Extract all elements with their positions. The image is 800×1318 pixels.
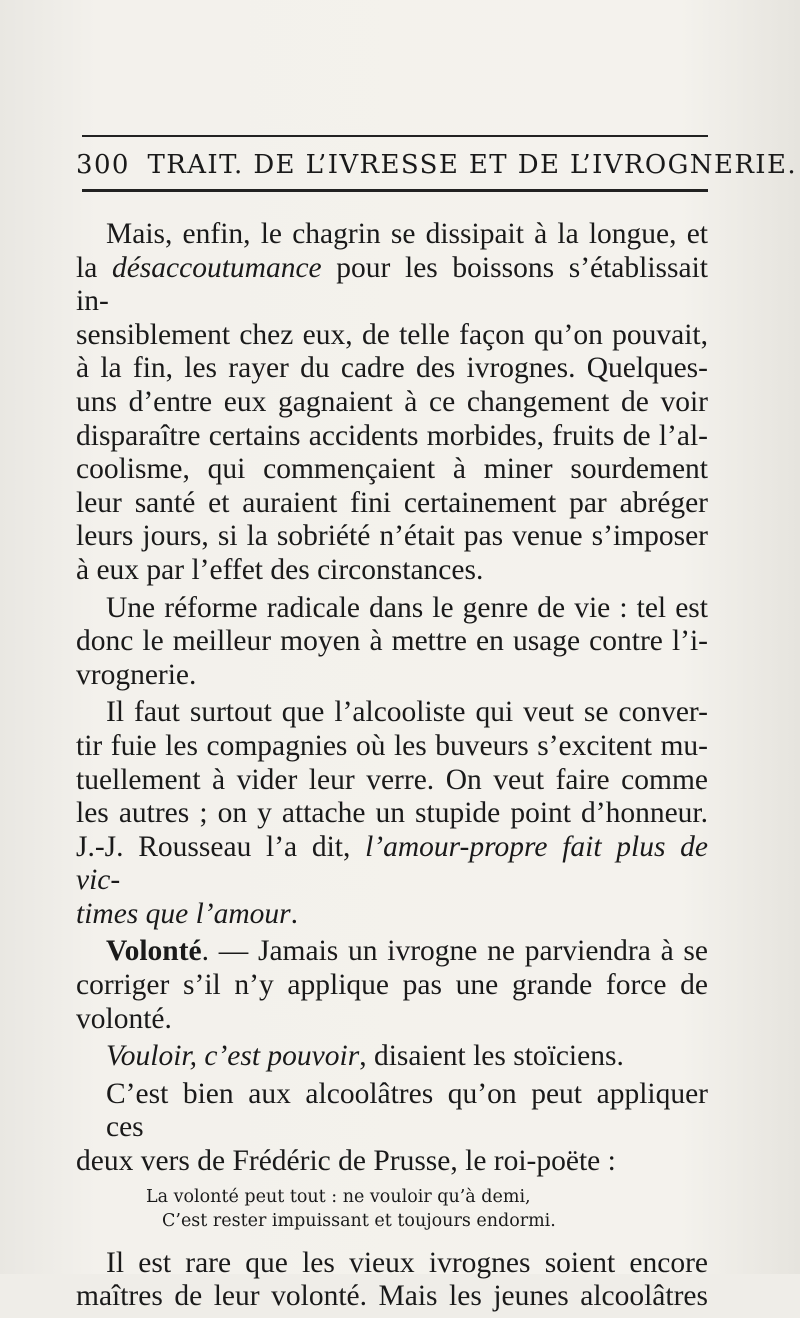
text-line: leurs jours, si la sobriété n’était pas venue s’imposer [76, 520, 708, 553]
text-line: Une réforme radicale dans le genre de vie : tel est [106, 591, 708, 624]
body-text [76, 218, 708, 1318]
text-line: sensiblement chez eux, de telle façon qu’on pouvait, [76, 318, 708, 351]
paragraph-5 [76, 1040, 708, 1074]
text-line: vrognerie. [76, 658, 197, 691]
page-number: 300 [76, 150, 130, 180]
paragraph-3 [76, 696, 708, 931]
header-top-rule [82, 135, 708, 137]
verse-quote [146, 1185, 708, 1233]
verse-line: La volonté peut tout : ne vouloir qu’à demi, [146, 1186, 531, 1207]
paragraph-2 [76, 592, 708, 693]
running-header [76, 150, 798, 180]
text-line: la désaccoutumance pour les boissons s’établissait in- [76, 251, 708, 318]
text-line: maîtres de leur volonté. Mais les jeunes alcoolâtres [76, 1280, 708, 1313]
verse-line: C’est rester impuissant et toujours endormi. [162, 1210, 556, 1231]
running-title: TRAIT. DE L’IVRESSE ET DE L’IVROGNERIE. [147, 150, 798, 180]
text-line: volonté. [76, 1002, 172, 1035]
text-line: disparaître certains accidents morbides, fruits de l’al- [76, 419, 708, 452]
text-line: corriger s’il n’y applique pas une grande force de [76, 969, 708, 1002]
header-bottom-rule [82, 189, 708, 192]
text-line: à la fin, les rayer du cadre des ivrognes. Quelques- [76, 352, 708, 385]
text-line: J.-J. Rousseau l’a dit, l’amour-propre fait plus de vic- [76, 830, 708, 897]
paragraph-4 [76, 935, 708, 1036]
text-line: donc le meilleur moyen à mettre en usage contre l’i- [76, 625, 708, 658]
text-line: times que l’amour. [76, 897, 299, 930]
closing-paragraph [76, 1247, 708, 1314]
text-line: Mais, enfin, le chagrin se dissipait à la longue, et [106, 218, 708, 250]
text-line: C’est bien aux alcoolâtres qu’on peut appliquer ces [106, 1077, 708, 1144]
text-line: tir fuie les compagnies où les buveurs s’excitent mu- [76, 729, 708, 762]
text-line: uns d’entre eux gagnaient à ce changement de voir [76, 385, 708, 418]
text-line: Vouloir, c’est pouvoir, disaient les stoïciens. [106, 1040, 624, 1073]
paragraph-6 [76, 1078, 708, 1179]
text-line: Il est rare que les vieux ivrognes soient encore [106, 1246, 708, 1279]
text-line: à eux par l’effet des circonstances. [76, 553, 484, 586]
text-line: deux vers de Frédéric de Prusse, le roi-poëte : [76, 1145, 616, 1178]
paragraph-1 [76, 218, 708, 588]
text-line: coolisme, qui commençaient à miner sourdement [76, 453, 708, 486]
text-line: les autres ; on y attache un stupide point d’honneur. [76, 797, 708, 830]
text-line: Volonté. — Jamais un ivrogne ne parviendra à se [106, 935, 708, 968]
text-line: Il faut surtout que l’alcooliste qui veut se conver- [106, 696, 708, 729]
text-line: leur santé et auraient fini certainement par abréger [76, 486, 708, 519]
text-line: tuellement à vider leur verre. On veut faire comme [76, 763, 708, 796]
